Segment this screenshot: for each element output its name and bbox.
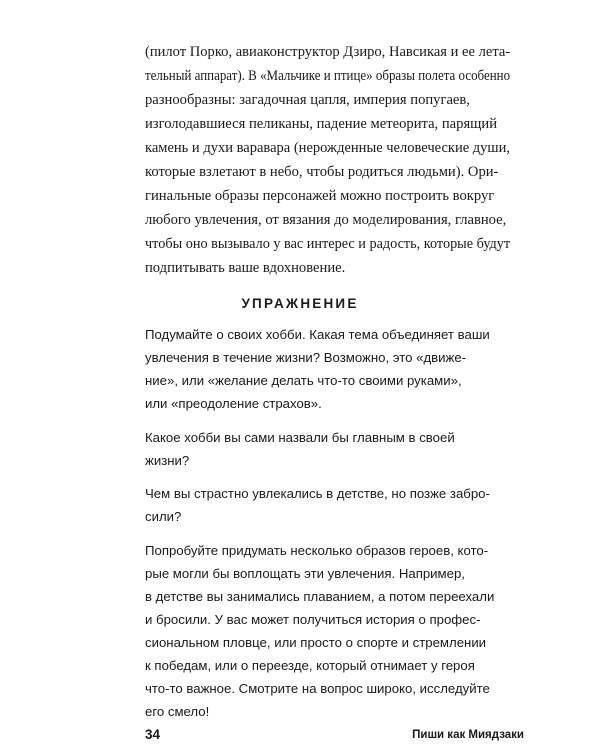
body-line: изголодавшиеся пеликаны, падение метеорита, парящий: [145, 116, 498, 132]
body-line: любого увлечения, от вязания до моделирования, главное,: [145, 212, 507, 228]
body-line: подпитывать ваше вдохновение.: [145, 260, 346, 276]
exercise-line: жизни?: [145, 453, 190, 468]
body-line: (пилот Порко, авиаконструктор Дзиро, Навсикая и ее лета-: [145, 44, 511, 60]
exercise-line: или «преодоление страхов».: [145, 396, 322, 411]
exercise-line: к победам, или о переезде, который отнимает у героя: [145, 658, 475, 673]
page-number: 34: [145, 727, 161, 742]
exercise-line: ние», или «желание делать что-то своими руками»,: [145, 373, 462, 388]
exercise-line: сиональном пловце, или просто о спорте и стремлении: [145, 635, 487, 650]
body-line: чтобы оно вызывало у вас интерес и радость, которые будут: [145, 236, 511, 252]
exercise-line: в детстве вы занимались плаванием, а потом переехали: [145, 589, 495, 604]
exercise-heading: УПРАЖНЕНИЕ: [241, 296, 359, 311]
body-line: гинальные образы персонажей можно построить вокруг: [145, 188, 495, 204]
body-line: камень и духи варавара (нерожденные человеческие души,: [145, 140, 511, 156]
body-line: тельный аппарат). В «Мальчике и птице» образы полета особенно: [145, 68, 511, 84]
body-line: которые взлетают в небо, чтобы родиться людьми). Ори-: [145, 164, 499, 180]
exercise-line: рые могли бы воплощать эти увлечения. Например,: [145, 566, 465, 581]
exercise-line: Чем вы страстно увлекались в детстве, но позже забро-: [145, 486, 490, 501]
exercise-line: Попробуйте придумать несколько образов героев, кото-: [145, 543, 489, 558]
exercise-line: увлечения в течение жизни? Возможно, это «движе-: [145, 350, 467, 365]
exercise-line: его смело!: [145, 704, 210, 719]
exercise-line: и бросили. У вас может получиться история о профес-: [145, 612, 481, 627]
exercise-line: что-то важное. Смотрите на вопрос широко, исследуйте: [145, 681, 490, 696]
exercise-line: сили?: [145, 509, 182, 524]
exercise-line: Какое хобби вы сами назвали бы главным в своей: [145, 430, 455, 445]
exercise-line: Подумайте о своих хобби. Какая тема объединяет ваши: [145, 327, 490, 342]
running-title: Пиши как Миядзаки: [412, 729, 524, 741]
body-line: разнообразны: загадочная цапля, империя попугаев,: [145, 92, 470, 108]
